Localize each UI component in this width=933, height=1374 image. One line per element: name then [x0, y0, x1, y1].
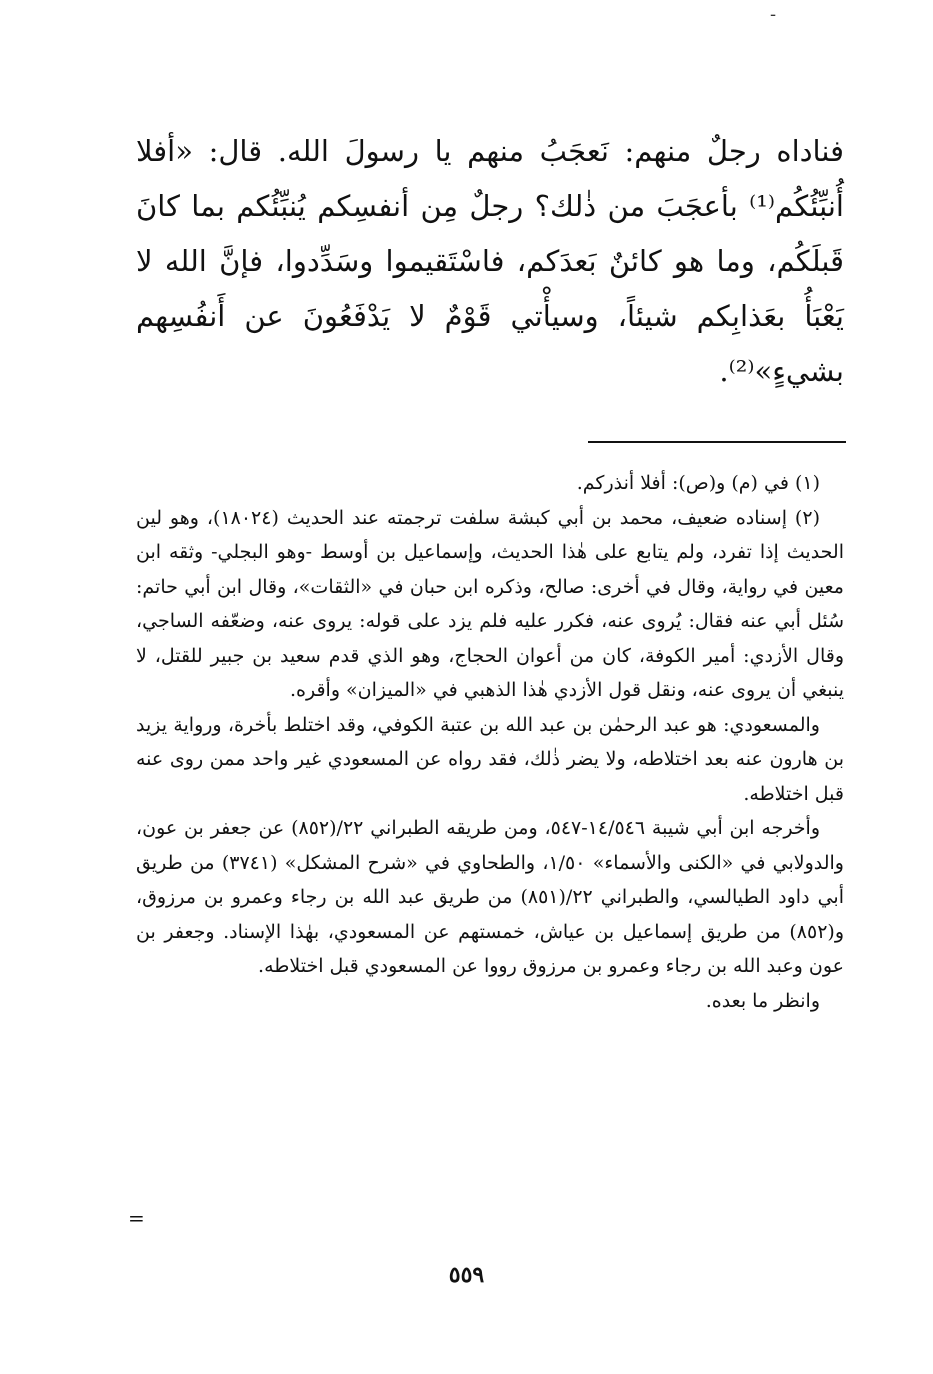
footnote-paragraph-masudi: والمسعودي: هو عبد الرحمٰن بن عبد الله بن عتبة الكوفي، وقد اختلط بأخرة، ورواية يزيد بن هارون عنه بعد اختلاطه، ولا يضر ذٰلك، فقد رواه عن المسعودي غير واحد ممن روى عنه قبل اختلاطه. — [136, 713, 844, 805]
footnote-2: (٢) إسناده ضعيف، محمد بن أبي كبشة سلفت ترجمته عند الحديث (١٨٠٢٤)، وهو لين الحديث إذا تفرد، ولم يتابع على هٰذا الحديث، وإسماعيل بن أوسط -وهو البجلي- وثقه ابن معين في رواية، وقال في أخرى: صالح، وذكره ابن حبان في «الثقات»، وقال ابن أبي حاتم: سُئل أبي عنه فقال: يُروى عنه، فكرر عليه فلم يزد على قوله: يروى عنه، وضعّفه الساجي، وقال الأزدي: أمير الكوفة، كان من أعوان الحجاج، وهو الذي قدم سعيد بن جبير للقتل، لا ينبغي أن يروى عنه، ونقل قول الأزدي هٰذا الذهبي في «الميزان» وأقره. — [136, 506, 844, 701]
footnote-paragraph-takhrij: وأخرجه ابن أبي شيبة ١٤/٥٤٦-٥٤٧، ومن طريقه الطبراني ٢٢/(٨٥٢) عن جعفر بن عون، والدولابي في «الكنى والأسماء» ١/٥٠، والطحاوي في «شرح المشكل» (٣٧٤١) من طريق أبي داود الطيالسي، والطبراني ٢٢/(٨٥١) من طريق عبد الله بن رجاء وعمرو بن مرزوق، و(٨٥٢) من طريق إسماعيل بن عياش، خمستهم عن المسعودي، بهٰذا الإسناد. وجعفر بن عون وعبد الله بن رجاء وعمرو بن مرزوق رووا عن المسعودي قبل اختلاطه. — [136, 817, 844, 977]
footnote-paragraph-see-next: وانظر ما بعده. — [705, 989, 820, 1012]
footnote-1: (١) في (م) و(ص): أفلا أنذركم. — [576, 472, 820, 494]
continuation-mark: = — [128, 1206, 145, 1230]
scan-mark: - — [770, 4, 777, 25]
hadith-text: فناداه رجلٌ منهم: نَعجَبُ منهم يا رسولَ الله. قال: «أفلا أُنبِّئُكُم⁽¹⁾ بأعجَبَ من ذٰلك؟ رجلٌ مِن أنفسِكم يُنبِّئُكم بما كانَ قَبلَكُم، وما هو كائنٌ بَعدَكم، فاسْتَقيموا وسَدِّدوا، فإنَّ الله لا يَعْبَأُ بعَذابِكم شيئاً، وسيأْتي قَوْمٌ لا يَدْفَعُونَ عن أَنفُسِهم بشيءٍ»⁽²⁾. — [136, 134, 844, 388]
page-number: ٥٥٩ — [448, 1262, 485, 1288]
footnote-separator — [588, 441, 846, 443]
footnotes-block — [136, 466, 844, 1018]
main-text-block — [136, 124, 844, 399]
